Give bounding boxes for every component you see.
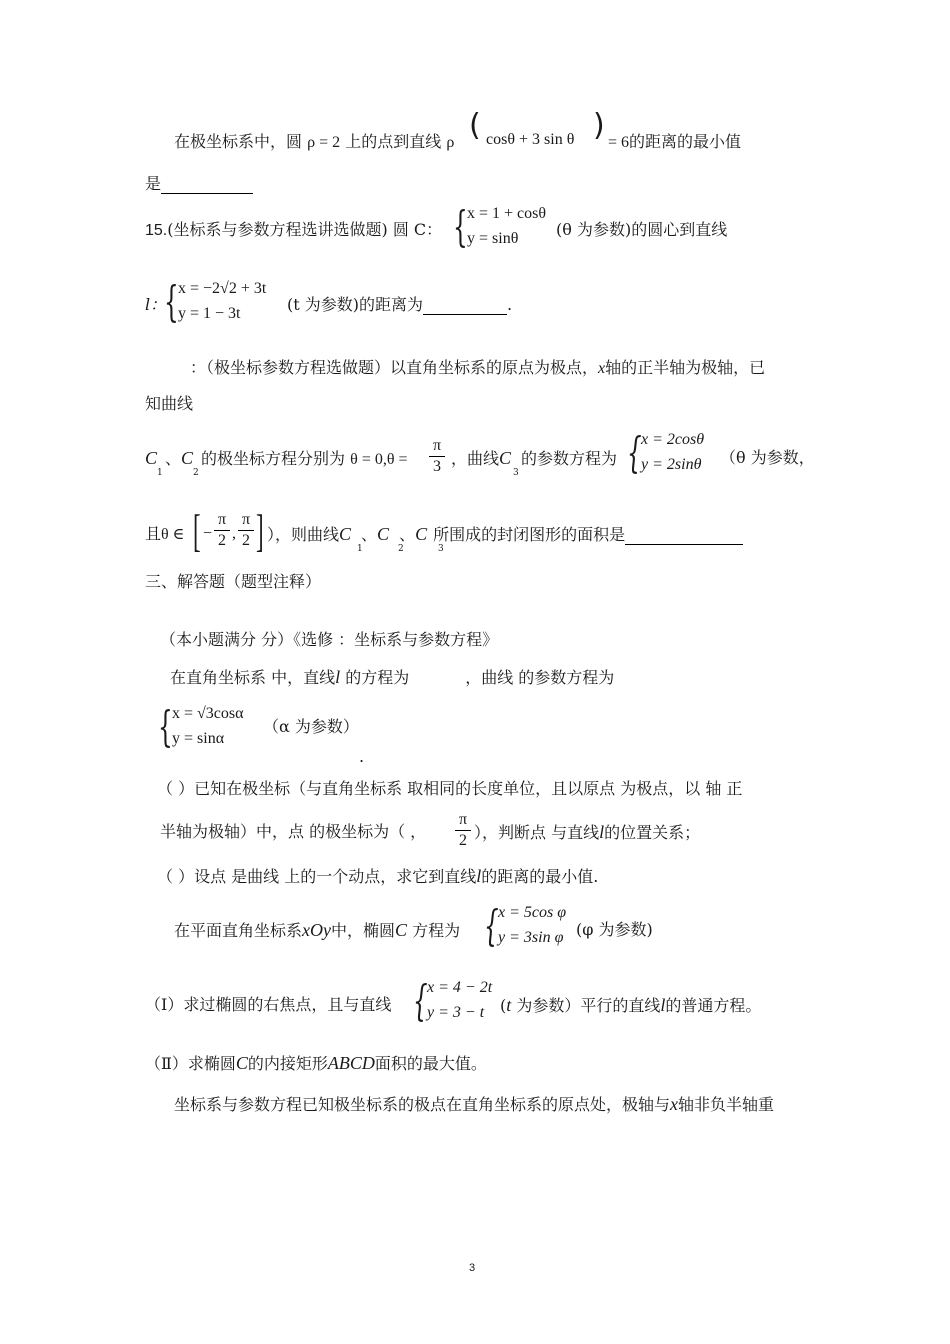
alpha-param: （α 为参数）: [263, 717, 359, 736]
numerator: π: [217, 511, 227, 528]
fraction-bar: [429, 456, 445, 457]
pi-over-2: [238, 511, 254, 550]
text: 为参数）平行的直线: [516, 996, 661, 1015]
q15-line1: [145, 220, 442, 241]
pi-over-3: [429, 437, 445, 476]
right-bracket: ]: [256, 505, 264, 556]
sys-row-1: x = 4 − 2t: [427, 979, 493, 996]
sys-row-2: y = sinα: [172, 730, 225, 747]
l-var: l: [599, 822, 605, 842]
l-label: l：: [145, 295, 167, 314]
fraction-bar: [214, 530, 230, 531]
denominator: 2: [218, 532, 226, 549]
answer-blank: [161, 175, 253, 194]
section-title: 三、解答题（题型注释）: [145, 572, 322, 591]
text: ，曲线: [451, 449, 500, 468]
sys-row-2: y = 2sinθ: [641, 456, 702, 473]
x-var: x: [598, 360, 606, 377]
text: 的距离的最小值.: [481, 867, 599, 886]
sep: 、: [165, 449, 182, 468]
sys-row-1: x = −2√2 + 3t: [178, 280, 267, 297]
closed-area-line3-mid: [451, 448, 617, 469]
l-var: l: [476, 866, 482, 886]
line-relation-line1: [170, 667, 614, 688]
numerator: π: [241, 511, 251, 528]
text: 的距离的最小值: [629, 132, 742, 151]
ellipse-part2: [145, 1053, 487, 1074]
denominator: 2: [459, 832, 467, 849]
brace: {: [484, 901, 499, 950]
brace: {: [627, 428, 642, 477]
q15-l-label: [145, 295, 166, 315]
line-equation-inner: cosθ + 3 sin θ: [486, 131, 575, 148]
sys-row-1: x = √3cosα: [172, 705, 244, 722]
x-var: x: [670, 1094, 679, 1114]
C-var: C: [395, 920, 408, 940]
c2: C: [377, 524, 390, 544]
sub-3: 3: [438, 544, 444, 554]
closed-area-line4-end: [267, 524, 743, 545]
part1-line1: （ ）已知在极坐标（与直角坐标系 取相同的长度单位，且以原点 为极点，以 轴 正: [157, 779, 743, 798]
sys-row-1: x = 1 + cosθ: [467, 205, 547, 222]
theta-param: （θ 为参数，: [720, 448, 815, 467]
fraction-bar: [455, 830, 471, 831]
sub-1: 1: [157, 468, 163, 478]
right-paren: ): [593, 108, 605, 143]
fraction-bar: [238, 530, 254, 531]
sys-row-2: y = 1 − 3t: [178, 305, 241, 322]
text: 面积的最大值。: [374, 1054, 487, 1073]
question-number: 15.: [145, 222, 168, 239]
page-number: 3: [469, 1262, 476, 1274]
l-var: l: [660, 995, 666, 1015]
text: 在直角坐标系 中，直线: [170, 668, 336, 687]
sys-row-2: y = 3sin φ: [498, 929, 564, 946]
sep: 、: [361, 525, 378, 544]
answer-blank: [423, 296, 507, 315]
c1: C: [145, 448, 158, 468]
neg-pi-over-2: [214, 511, 230, 550]
sys-row-2: y = 3 − t: [427, 1004, 485, 1021]
comma: ,: [232, 525, 236, 542]
abcd: ABCD: [327, 1053, 375, 1073]
numerator: π: [458, 811, 468, 828]
text: ：（极坐标参数方程选做题）以直角坐标系的原点为极点，: [190, 358, 599, 377]
left-paren: (: [469, 108, 481, 143]
brace: {: [158, 702, 173, 751]
pi-over-2: [455, 811, 471, 850]
c1: C: [339, 524, 352, 544]
text: 坐标系与参数方程已知极坐标系的极点在直角坐标系的原点处，极轴与: [174, 1095, 671, 1114]
closed-area-line2: 知曲线: [145, 394, 194, 413]
text: （ ）设点 是曲线 上的一个动点，求它到直线: [157, 867, 477, 886]
text: 在平面直角坐标系: [174, 921, 303, 940]
sub-2: 2: [193, 468, 199, 478]
c3: C: [415, 524, 428, 544]
text: 的方程为: [345, 668, 410, 687]
closed-area-line4: [145, 524, 185, 545]
paren: (: [500, 996, 507, 1015]
sys-row-1: x = 5cos φ: [498, 904, 567, 921]
phi-param: (φ 为参数): [576, 920, 653, 939]
theta-in: θ ∈: [161, 526, 185, 543]
sys-row-2: y = sinθ: [467, 230, 519, 247]
c2: C: [181, 448, 194, 468]
answer-blank: [625, 526, 743, 545]
text: 的内接矩形: [247, 1054, 328, 1073]
closed-area-line1: [190, 358, 765, 379]
polar-min-line1-end: [608, 132, 741, 153]
part2-line: [157, 866, 598, 887]
text: 的普通方程。: [665, 996, 762, 1015]
text: 的极坐标方程分别为: [201, 449, 346, 468]
q15-after: (θ 为参数)的圆心到直线: [556, 220, 728, 239]
numerator: π: [432, 437, 442, 454]
brace: {: [413, 976, 428, 1025]
text: 的参数方程为: [521, 449, 618, 468]
minus-sign: −: [203, 525, 213, 542]
circle-equation: ρ = 2: [307, 134, 341, 151]
theta-eq: θ = 0,θ =: [350, 451, 408, 468]
text: 方程为: [412, 921, 461, 940]
text: 所围成的封闭图形的面积是: [433, 525, 626, 544]
text: 半轴为极轴）中，点 的极坐标为（ ，: [160, 822, 427, 841]
part1-line2-end: [474, 822, 700, 843]
last-line: [174, 1094, 774, 1115]
xoy: xOy: [302, 920, 331, 940]
ellipse-part1-end: [500, 995, 761, 1016]
ellipse-part1: [145, 995, 391, 1015]
text: 且: [145, 524, 162, 543]
text: ，曲线 的参数方程为: [465, 668, 615, 687]
text: 中，椭圆: [331, 921, 396, 940]
sub-3: 3: [513, 468, 519, 478]
text: 轴非负半轴重: [678, 1095, 775, 1114]
text: ），判断点 与直线: [474, 823, 600, 842]
polar-min-line2: [145, 174, 253, 194]
rho: ρ: [446, 134, 455, 151]
sub-1: 1: [357, 544, 363, 554]
text: (坐标系与参数方程选讲选做题) 圆 C：: [167, 220, 443, 239]
part1-line2: [160, 822, 426, 842]
denominator: 3: [433, 458, 441, 475]
sys-row-1: x = 2cosθ: [641, 431, 705, 448]
c3: C: [499, 448, 512, 468]
brace: {: [164, 277, 179, 326]
text: （Ⅱ）求椭圆: [145, 1054, 236, 1073]
period: .: [507, 295, 513, 314]
sub-2: 2: [398, 544, 404, 554]
text: 是: [145, 174, 162, 193]
text: 轴的正半轴为极轴，已: [605, 358, 766, 377]
text: 上的点到直线: [345, 132, 442, 151]
t-var: t: [506, 995, 512, 1015]
polar-min-line1: [174, 132, 454, 153]
denominator: 2: [242, 532, 250, 549]
closed-area-line3: [145, 448, 408, 470]
left-bracket: [: [193, 505, 201, 556]
text: (t 为参数)的距离为: [287, 295, 424, 314]
text: 的位置关系；: [604, 823, 701, 842]
sep: 、: [399, 525, 416, 544]
text: （Ⅰ）求过椭圆的右焦点，且与直线: [145, 995, 392, 1014]
C-var: C: [235, 1053, 248, 1073]
equals-six: = 6: [608, 134, 630, 151]
l-var: l: [335, 667, 341, 687]
line-relation-header: （本小题满分 分）《选修 ：坐标系与参数方程》: [160, 630, 499, 649]
brace: {: [453, 202, 468, 251]
q15-line2-end: [287, 295, 512, 315]
text: 在极坐标系中，圆: [174, 132, 303, 151]
ellipse-line1: [174, 920, 460, 941]
text: ），则曲线: [267, 525, 340, 544]
trailing-dot: .: [359, 747, 365, 766]
